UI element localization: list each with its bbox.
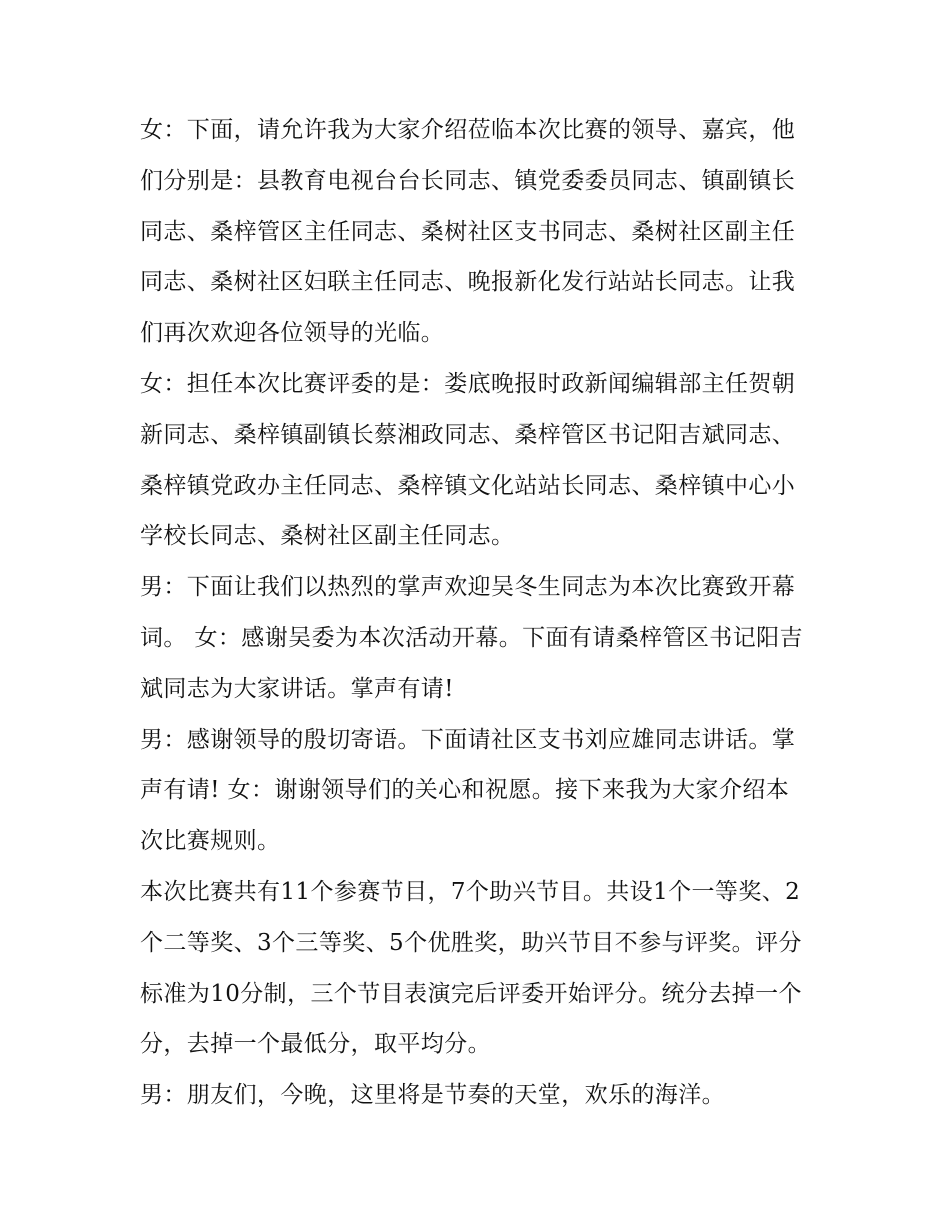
paragraph-community-speech: 男：感谢领导的殷切寄语。下面请社区支书刘应雄同志讲话。掌声有请! 女：谢谢领导们的关心和祝愿。接下来我为大家介绍本次比赛规则。: [140, 726, 796, 855]
paragraph-judges-intro: 女：担任本次比赛评委的是：娄底晚报时政新闻编辑部主任贺朝新同志、桑梓镇副镇长蔡湘政同志、桑梓管区书记阳吉斌同志、桑梓镇党政办主任同志、桑梓镇文化站站长同志、桑梓镇中心小学校长同志、桑树社区副主任同志。: [140, 370, 796, 550]
paragraph-closing-line: 男：朋友们，今晚，这里将是节奏的天堂，欢乐的海洋。: [140, 1082, 725, 1109]
paragraph-opening-speech: 男：下面让我们以热烈的掌声欢迎吴冬生同志为本次比赛致开幕词。 女：感谢吴委为本次活动开幕。下面有请桑梓管区书记阳吉斌同志为大家讲话。掌声有请!: [140, 574, 803, 702]
paragraph-competition-rules: 本次比赛共有11个参赛节目，7个助兴节目。共设1个一等奖、2个二等奖、3个三等奖、5个优胜奖，助兴节目不参与评奖。评分标准为10分制，三个节目表演完后评委开始评分。统分去掉一个分，去掉一个最低分，取平均分。: [140, 878, 802, 1058]
paragraph-host-intro-guests: 女：下面，请允许我为大家介绍莅临本次比赛的领导、嘉宾，他们分别是：县教育电视台台长同志、镇党委委员同志、镇副镇长同志、桑梓管区主任同志、桑树社区支书同志、桑树社区副主任同志、桑树社区妇联主任同志、晚报新化发行站站长同志。让我们再次欢迎各位领导的光临。: [140, 117, 796, 347]
document-body: [140, 105, 812, 1121]
